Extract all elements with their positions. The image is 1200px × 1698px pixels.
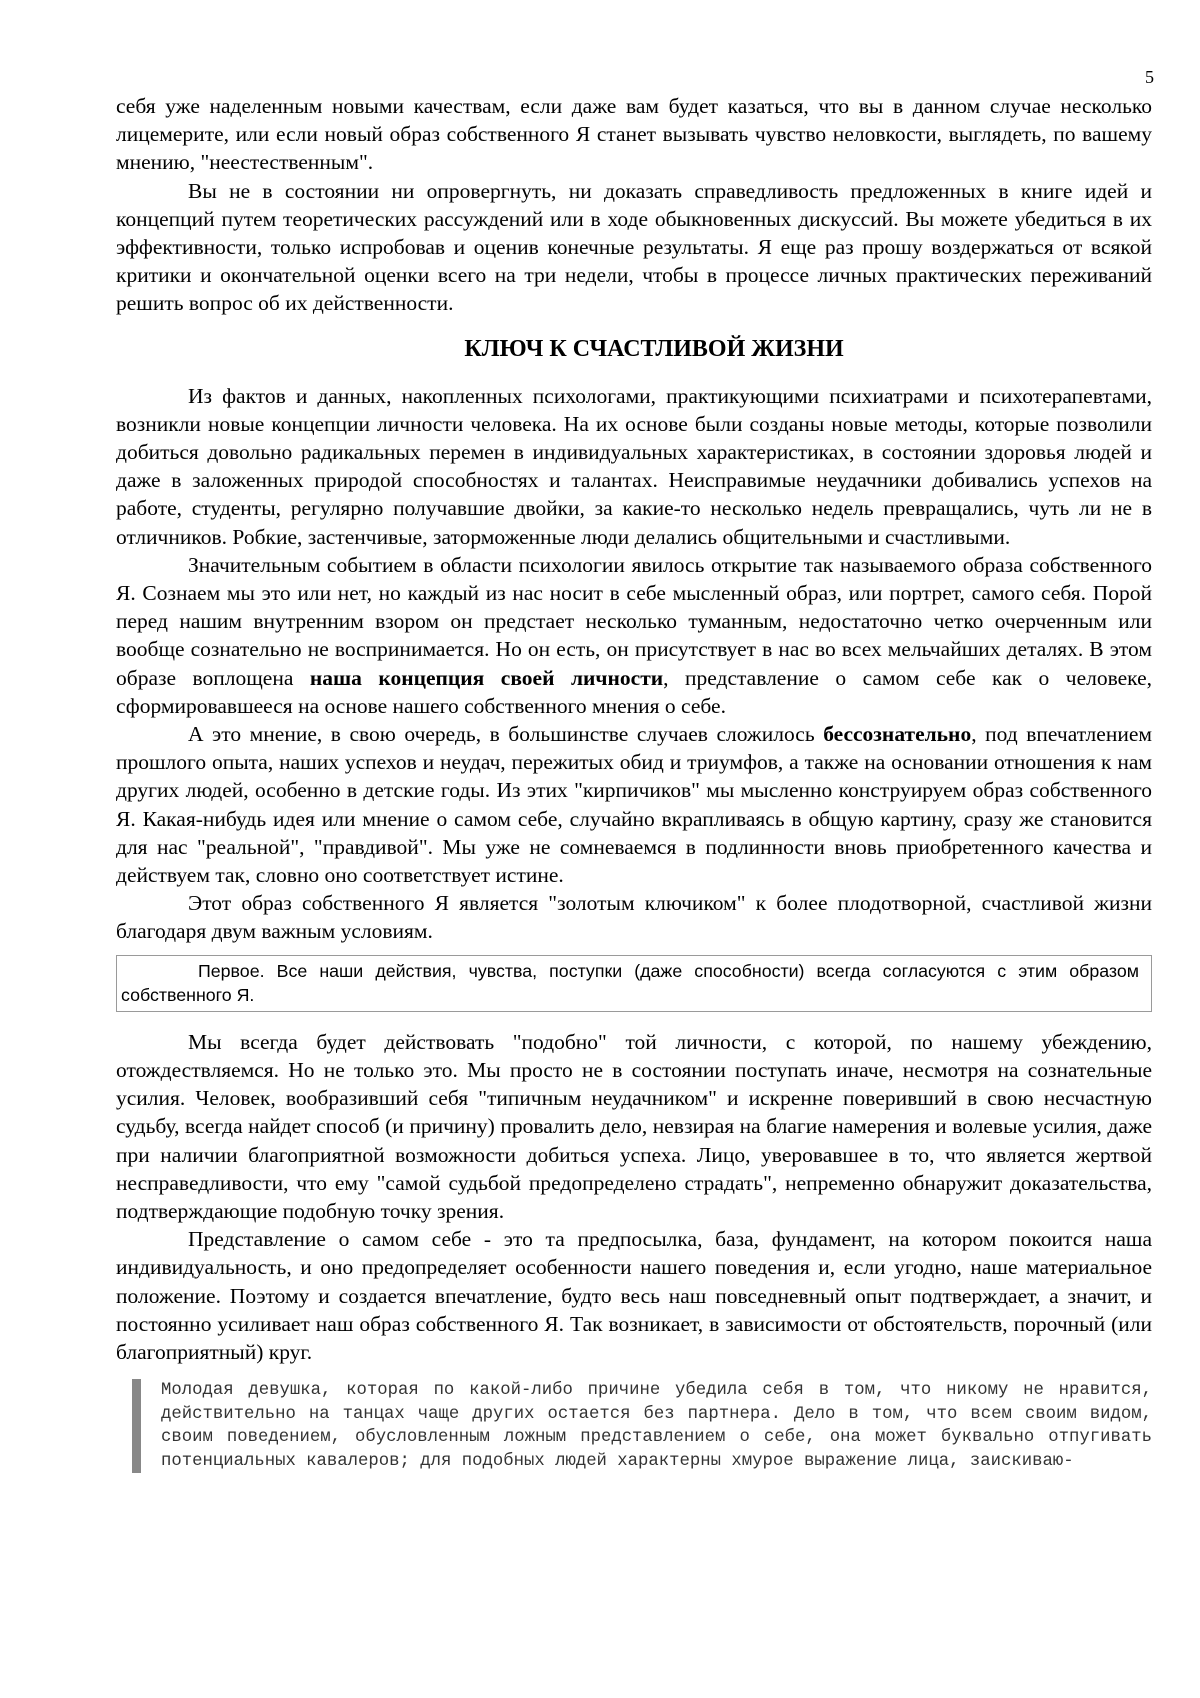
- note-box: [116, 955, 1152, 1012]
- paragraph-continued: себя уже наделенным новыми качествам, если даже вам будет казаться, что вы в данном случае несколько лицемерите, или если новый образ собственного Я станет вызывать чувство неловкости, выглядеть, по вашему мнению, "неестественным".: [116, 94, 1152, 175]
- paragraph-text: А это мнение, в свою очередь, в большинстве случаев сложилось: [188, 722, 824, 747]
- page-number: 5: [1145, 67, 1154, 87]
- paragraph-text: Значительным событием в области психологии явилось открытие так называемого образа собственного Я. Сознаем мы это или нет, но каждый из нас носит в себе мысленный образ, или портрет, самого себя. Порой перед нашим внутренним взором он предстает несколько туманным, недостаточно четко очерченным или вообще сознательно не воспринимается. Но он есть, он присутствует в нас во всех мельчайших деталях. В этом образе воплощена: [116, 552, 1152, 690]
- paragraph-golden-key: Этот образ собственного Я является "золотым ключиком" к более плодотворной, счастливой жизни благодаря двум важным условиям.: [116, 891, 1152, 944]
- paragraph-text: , под впечатлением прошлого опыта, наших успехов и неудач, пережитых обид и триумфов, а также на основании отношения к нам других людей, особенно в детские годы. Из этих "кирпичиков" мы мысленно конструируем образ собственного Я. Какая-нибудь идея или мнение о самом себе, случайно вкрапливаясь в общую картину, сразу же становится для нас "реальной", "правдивой". Мы уже не сомневаемся в подлинности вновь приобретенного качества и действуем так, словно оно соответствует истине.: [116, 722, 1152, 888]
- note-text: Первое. Все наши действия, чувства, поступки (даже способности) всегда согласуются с этим образом собственного Я.: [121, 960, 1139, 1005]
- example-quote: Молодая девушка, которая по какой-либо причине убедила себя в том, что никому не нравится, действительно на танцах чаще других остается без партнера. Дело в том, что всем своим видом, своим поведением, обусловленным ложным представлением о себе, она может буквально отпугивать потенциальных кавалеров; для подобных людей характерны хмурое выражение лица, заискиваю-: [132, 1379, 1152, 1473]
- paragraph-facts: Из фактов и данных, накопленных психологами, практикующими психиатрами и психотерапевтами, возникли новые концепции личности человека. На их основе были созданы новые методы, которые позволили добиться довольно радикальных перемен в индивидуальных характеристиках, в состоянии здоровья людей и даже в заложенных природой способностях и талантах. Неисправимые неудачники добивались успехов на работе, студенты, регулярно получавшие двойки, за какие-то несколько недель превращались, чуть ли не в отличников. Робкие, застенчивые, заторможенные люди делались общительными и счастливыми.: [116, 383, 1152, 549]
- paragraph-opinion: [116, 720, 1152, 889]
- paragraph-self-image: [116, 551, 1152, 720]
- section-title: КЛЮЧ К СЧАСТЛИВОЙ ЖИЗНИ: [464, 335, 844, 362]
- paragraph-refute: Вы не в состоянии ни опровергнуть, ни доказать справедливость предложенных в книге идей и концепций путем теоретических рассуждений или в ходе обыкновенных дискуссий. Вы можете убедиться в их эффективности, только испробовав и оценив конечные результаты. Я еще раз прошу воздержаться от всякой критики и окончательной оценки всего на три недели, чтобы в процессе личных практических переживаний решить вопрос об их действенности.: [116, 178, 1152, 316]
- document-page: [116, 66, 1152, 1473]
- paragraph-text: , представление о самом себе как о человеке, сформировавшееся на основе нашего собственного мнения о себе.: [116, 665, 1152, 718]
- paragraph-foundation: Представление о самом себе - это та предпосылка, база, фундамент, на котором покоится наша индивидуальность, и оно предопределяет особенности нашего поведения и, если угодно, наше материальное положение. Поэтому и создается впечатление, будто весь наш повседневный опыт подтверждает, а значит, и постоянно усиливает наш образ собственного Я. Так возникает, в зависимости от обстоятельств, порочный (или благоприятный) круг.: [116, 1227, 1152, 1364]
- emphasis-text: наша концепция своей личности: [309, 665, 664, 690]
- paragraph-identity: Мы всегда будет действовать "подобно" той личности, с которой, по нашему убеждению, отождествляемся. Но не только это. Мы просто не в состоянии поступать иначе, несмотря на сознательные усилия. Человек, вообразивший себя "типичным неудачником" и искренне поверивший в свою несчастную судьбу, всегда найдет способ (и причину) провалить дело, невзирая на благие намерения и волевые усилия, даже при наличии благоприятной возможности добиться успеха. Лицо, уверовавшее в то, что является жертвой несправедливости, что ему "самой судьбой предопределено страдать", непременно обнаружит доказательства, подтверждающие подобную точку зрения.: [116, 1029, 1152, 1223]
- emphasis-text: бессознательно: [823, 722, 972, 747]
